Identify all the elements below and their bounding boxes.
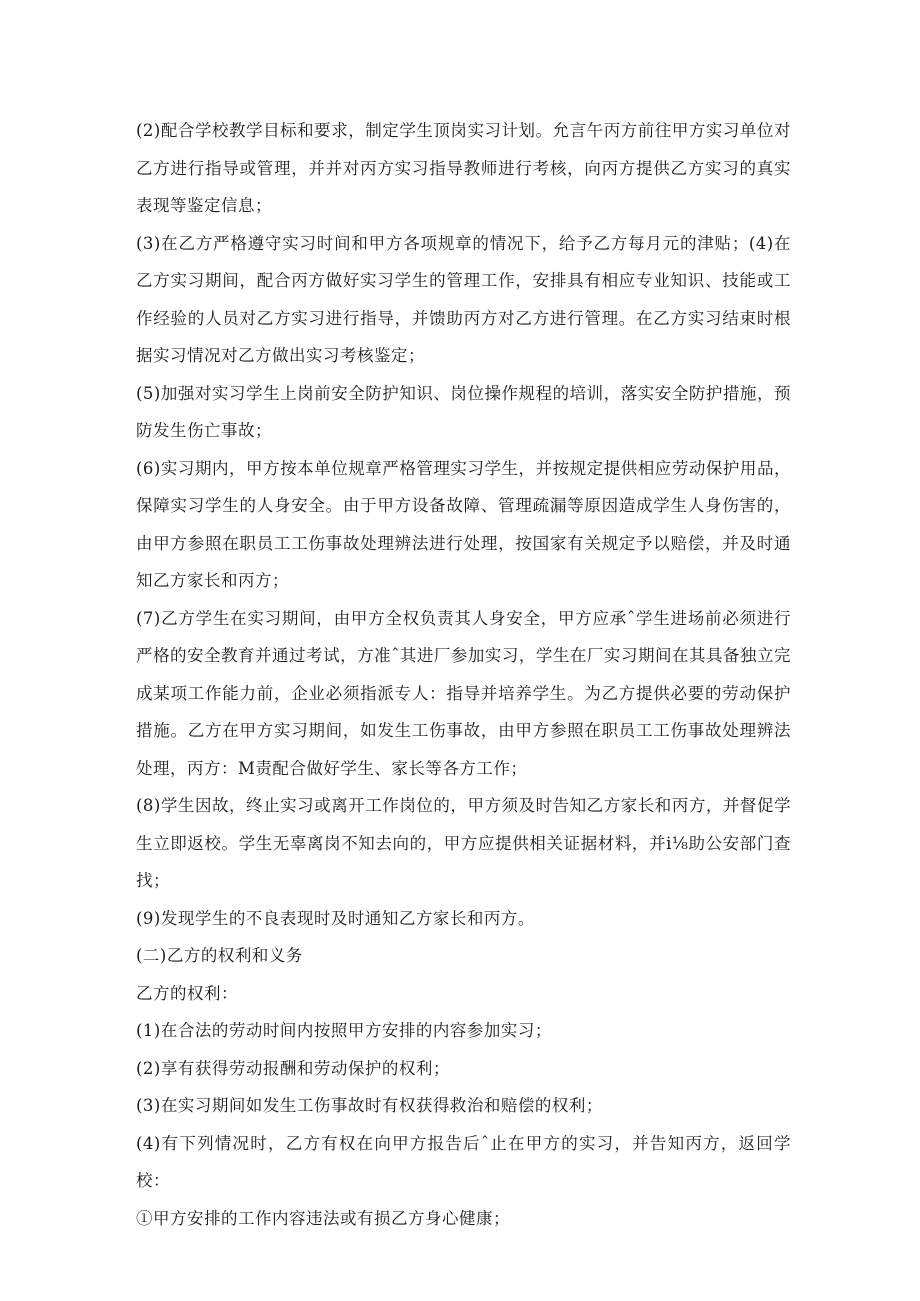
paragraph-7: (7)乙方学生在实习期间，由甲方全权负责其人身安全，甲方应承ˆ学生进场前必须进行严格的安全教育并通过考试，方准ˆ其进厂参加实习，学生在厂实习期间在其具备独立完成某项工作能力前，企业必须指派专人：指导并培养学生。为乙方提供必要的劳动保护措施。乙方在甲方实习期间，如发生工伤事故，由甲方参照在职员工工伤事故处理辨法处理，丙方：M责配合做好学生、家长等各方工作； xyxy=(136,608,791,778)
paragraph-9: (9)发现学生的不良表现时及时通知乙方家长和丙方。 xyxy=(136,908,535,928)
section-heading: (二)乙方的权利和义务 xyxy=(136,946,303,965)
paragraph-3-4: (3)在乙方严格遵守实习时间和甲方各项规章的情况下，给予乙方每月元的津贴；(4)在乙方实习期间，配合丙方做好实习学生的管理工作，安排具有相应专业知识、技能或工作经验的人员对乙方实习进行指导，并馈助丙方对乙方进行管理。在乙方实习结束时根据实习情况对乙方做出实习考核鉴定； xyxy=(136,233,791,365)
right-item-3: (3)在实习期间如发生工伤事故时有权获得救治和赔偿的权利； xyxy=(136,1096,603,1115)
paragraph-8: (8)学生因故，终止实习或离开工作岗位的，甲方须及时告知乙方家长和丙方，并督促学生立即返校。学生无辜离岗不知去向的，甲方应提供相关证据材料，并i⅛助公安部门查找； xyxy=(136,796,791,890)
right-item-4: (4)有下列情况时，乙方有权在向甲方报告后ˆ止在甲方的实习，并告知丙方，返回学校： xyxy=(136,1133,791,1190)
document-body xyxy=(136,112,791,1237)
paragraph-5: (5)加强对实习学生上岗前安全防护知识、岗位操作规程的培训，落实安全防护措施，预防发生伤亡事故； xyxy=(136,383,791,440)
paragraph-6: (6)实习期内，甲方按本单位规章严格管理实习学生，并按规定提供相应劳动保护用品，保障实习学生的人身安全。由于甲方设备故障、管理疏漏等原因造成学生人身伤害的，由甲方参照在职员工工伤事故处理辨法进行处理，按国家有关规定予以赔偿，并及时通知乙方家长和丙方； xyxy=(136,458,791,590)
right-subitem-1: ①甲方安排的工作内容违法或有损乙方身心健康； xyxy=(136,1208,510,1228)
right-item-1: (1)在合法的劳动时间内按照甲方安排的内容参加实习； xyxy=(136,1021,552,1040)
right-item-2: (2)享有获得劳动报酬和劳动保护的权利； xyxy=(136,1058,450,1078)
paragraph-2: (2)配合学校教学目标和要求，制定学生顶岗实习计划。允言午丙方前往甲方实习单位对乙方进行指导或管理，并并对丙方实习指导教师进行考核，向丙方提供乙方实习的真实表现等鉴定信息； xyxy=(136,121,791,215)
rights-heading: 乙方的权利： xyxy=(136,983,238,1003)
